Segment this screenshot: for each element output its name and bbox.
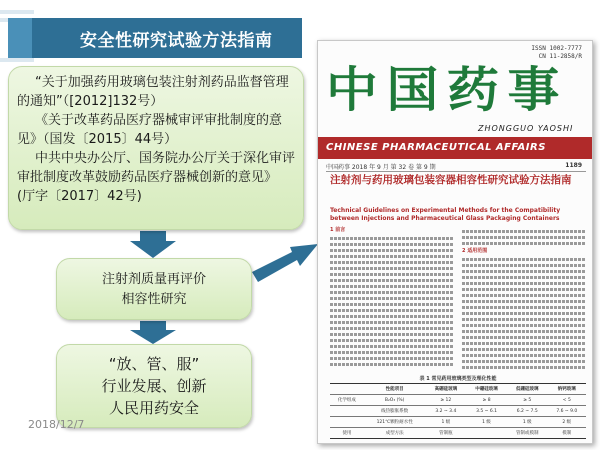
table-cell: 线热膨胀系数	[364, 406, 426, 417]
table-header-cell: 高硼硅玻璃	[425, 384, 466, 395]
article-column-left	[330, 227, 454, 369]
table-row	[330, 428, 586, 439]
table-cell: 1 级	[425, 417, 466, 428]
table-cell: ≥ 5	[507, 395, 548, 406]
reevaluation-line-2: 相容性研究	[121, 292, 187, 307]
section-heading-1: 1 前言	[330, 227, 346, 233]
magazine-page-image	[317, 40, 593, 444]
arrow-right-1	[252, 244, 318, 282]
table-header-cell: 低硼硅玻璃	[507, 384, 548, 395]
goals-line-3: 人民用药安全	[108, 399, 199, 417]
table-header-cell: 性能项目	[364, 384, 426, 395]
goals-box	[56, 344, 252, 428]
table-cell: 1 级	[466, 417, 507, 428]
table-cell: 7.6 ~ 9.0	[548, 406, 586, 417]
regulation-line-1: “关于加强药用玻璃包装注射剂药品监督管理的通知”（[2012]132号）	[17, 75, 289, 109]
regulation-line-3: 中共中央办公厅、国务院办公厅关于深化审评审批制度改革鼓励药品医疗器械创新的意见》(厅字〔2017〕42号)	[17, 151, 296, 204]
table-cell: 2 级	[548, 417, 586, 428]
arrow-down-1	[130, 231, 176, 258]
table-cell	[466, 428, 507, 439]
table-header-cell	[330, 384, 364, 395]
table-header-cell: 中硼硅玻璃	[466, 384, 507, 395]
section-heading-2: 2 适用范围	[462, 248, 488, 254]
table-cell: 成型方法	[364, 428, 426, 439]
table-cell: < 5	[548, 395, 586, 406]
table-cell: B₂O₃ (%)	[364, 395, 426, 406]
table-caption: 表 1 常见药用玻璃类型及理化性能	[419, 376, 497, 382]
article-column-right	[462, 227, 586, 372]
table-header-cell: 钠钙玻璃	[548, 384, 586, 395]
issn-number: ISSN 1002-7777	[531, 45, 582, 52]
reevaluation-line-1: 注射剂质量再评价	[101, 272, 206, 287]
regulation-line-2: 《关于改革药品医疗器械审评审批制度的意见》（国发〔2015〕44号）	[17, 113, 283, 147]
magazine-english-name: CHINESE PHARMACEUTICAL AFFAIRS	[326, 142, 546, 153]
table-cell: ≥ 12	[425, 395, 466, 406]
glass-properties-table	[330, 383, 586, 439]
table-row	[330, 395, 586, 406]
goals-line-2: 行业发展、创新	[101, 377, 207, 395]
goals-line-1: “放、管、服”	[108, 355, 200, 373]
table-cell: 6.2 ~ 7.5	[507, 406, 548, 417]
table-cell	[330, 406, 364, 417]
table-cell: 1 级	[507, 417, 548, 428]
magazine-rule	[326, 171, 586, 172]
table-row	[330, 406, 586, 417]
title-bar-cap	[8, 18, 32, 58]
magazine-issue-info: 中国药事 2018 年 9 月 第 32 卷 第 9 期	[326, 164, 436, 171]
arrow-down-2	[130, 321, 176, 344]
table-cell: 化学组成	[330, 395, 364, 406]
magazine-band	[318, 137, 593, 159]
magazine-pinyin: ZHONGGUO YAOSHI	[478, 124, 574, 133]
regulation-box	[8, 66, 304, 230]
table-cell: 使用	[330, 428, 364, 439]
reevaluation-box	[56, 258, 252, 320]
article-title: 注射剂与药用玻璃包装容器相容性研究试验方法指南	[330, 174, 572, 186]
magazine-page-number: 1189	[565, 162, 582, 169]
table-cell: 121℃颗粒耐水性	[364, 417, 426, 428]
article-english-title: Technical Guidelines on Experimental Methods for the Compatibility between Injections and Pharmaceutical Glass Packaging Containers	[330, 207, 561, 222]
table-row	[330, 417, 586, 428]
magazine-logo: 中国药事	[326, 62, 568, 118]
table-cell: 模制	[548, 428, 586, 439]
table-header-row	[330, 384, 586, 395]
table-cell: 管制或模制	[507, 428, 548, 439]
table-cell: 3.5 ~ 6.1	[466, 406, 507, 417]
page-title: 安全性研究试验方法指南	[80, 31, 273, 51]
table-cell: 管制瓶	[425, 428, 466, 439]
table-cell: 3.2 ~ 3.4	[425, 406, 466, 417]
cn-number: CN 11-2858/R	[538, 53, 582, 60]
table-cell: ≥ 8	[466, 395, 507, 406]
slide-date: 2018/12/7	[28, 418, 85, 431]
table-cell	[330, 417, 364, 428]
